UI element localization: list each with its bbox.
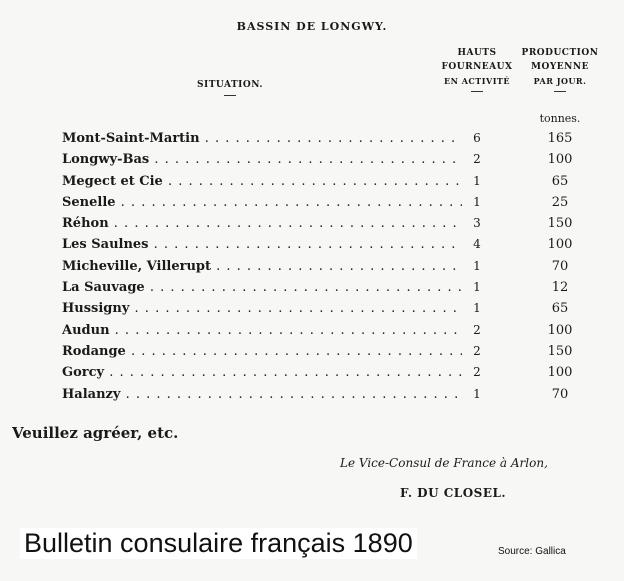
row-hauts-fourneaux: 1	[473, 194, 481, 209]
row-situation: Halanzy . . .	[62, 384, 462, 405]
header-hauts-line-2: FOURNEAUX	[441, 62, 513, 72]
table-row	[62, 298, 622, 319]
table-row	[62, 234, 622, 255]
row-production: 65	[551, 301, 569, 317]
row-situation: Audun . . .	[62, 320, 462, 341]
table-row	[62, 149, 622, 170]
caption: Bulletin consulaire français 1890	[20, 528, 417, 559]
table-row	[62, 256, 622, 277]
table-row	[62, 171, 622, 192]
row-production: 150	[547, 216, 573, 232]
row-hauts-fourneaux: 1	[473, 386, 481, 401]
signature-title: Le Vice-Consul de France à Arlon,	[340, 456, 548, 470]
row-production: 100	[547, 322, 573, 338]
table-rows	[62, 128, 622, 405]
row-hauts-fourneaux: 2	[473, 365, 481, 380]
row-situation: Réhon . . .	[62, 213, 462, 234]
unit-label: tonnes.	[539, 112, 581, 125]
row-situation: Senelle . . .	[62, 192, 462, 213]
table-row	[62, 128, 622, 149]
table-row	[62, 341, 622, 362]
row-hauts-fourneaux: 1	[473, 301, 481, 316]
row-production: 12	[551, 280, 569, 296]
row-situation: Hussigny . . .	[62, 298, 462, 319]
row-situation: Les Saulnes . . .	[62, 234, 462, 255]
document-title: BASSIN DE LONGWY.	[236, 20, 388, 33]
row-hauts-fourneaux: 2	[473, 322, 481, 337]
header-situation	[180, 78, 280, 96]
row-production: 150	[547, 343, 573, 359]
row-situation: Longwy-Bas . . .	[62, 149, 462, 170]
row-situation: Mont-Saint-Martin . . .	[62, 128, 462, 149]
table-row	[62, 320, 622, 341]
row-production: 100	[547, 237, 573, 253]
header-hauts-line-3: EN ACTIVITÉ	[444, 76, 510, 86]
header-hauts-line-1: HAUTS	[457, 48, 497, 58]
row-situation: Micheville, Villerupt . . .	[62, 256, 462, 277]
header-production	[520, 46, 600, 92]
row-production: 65	[551, 173, 569, 189]
header-production-line-1: PRODUCTION	[521, 48, 599, 58]
row-hauts-fourneaux: 1	[473, 258, 481, 273]
row-production: 70	[551, 258, 569, 274]
row-production: 25	[551, 194, 569, 210]
table-row	[62, 277, 622, 298]
header-hauts-fourneaux	[437, 46, 517, 92]
row-hauts-fourneaux: 1	[473, 173, 481, 188]
row-hauts-fourneaux: 2	[473, 343, 481, 358]
table-row	[62, 362, 622, 383]
row-situation: Gorcy . . .	[62, 362, 462, 383]
row-production: 165	[547, 131, 573, 146]
header-production-line-3: PAR JOUR.	[533, 76, 587, 86]
table-row	[62, 384, 622, 405]
header-production-line-2: MOYENNE	[531, 62, 589, 72]
row-situation: La Sauvage . . .	[62, 277, 462, 298]
row-situation: Megect et Cie . . .	[62, 171, 462, 192]
row-hauts-fourneaux: 2	[473, 152, 481, 167]
signature-name: F. DU CLOSEL.	[400, 486, 507, 500]
table-row	[62, 192, 622, 213]
row-hauts-fourneaux: 1	[473, 280, 481, 295]
row-hauts-fourneaux: 4	[473, 237, 481, 252]
row-production: 100	[547, 365, 573, 381]
row-production: 70	[551, 386, 569, 402]
header-situation-label: SITUATION.	[196, 80, 263, 90]
row-hauts-fourneaux: 3	[473, 216, 481, 231]
closing-text: Veuillez agréer, etc.	[12, 424, 179, 442]
row-production: 100	[547, 152, 573, 168]
row-hauts-fourneaux: 6	[473, 131, 481, 145]
source-credit: Source: Gallica	[498, 546, 566, 557]
row-situation: Rodange . . .	[62, 341, 462, 362]
table-row	[62, 213, 622, 234]
